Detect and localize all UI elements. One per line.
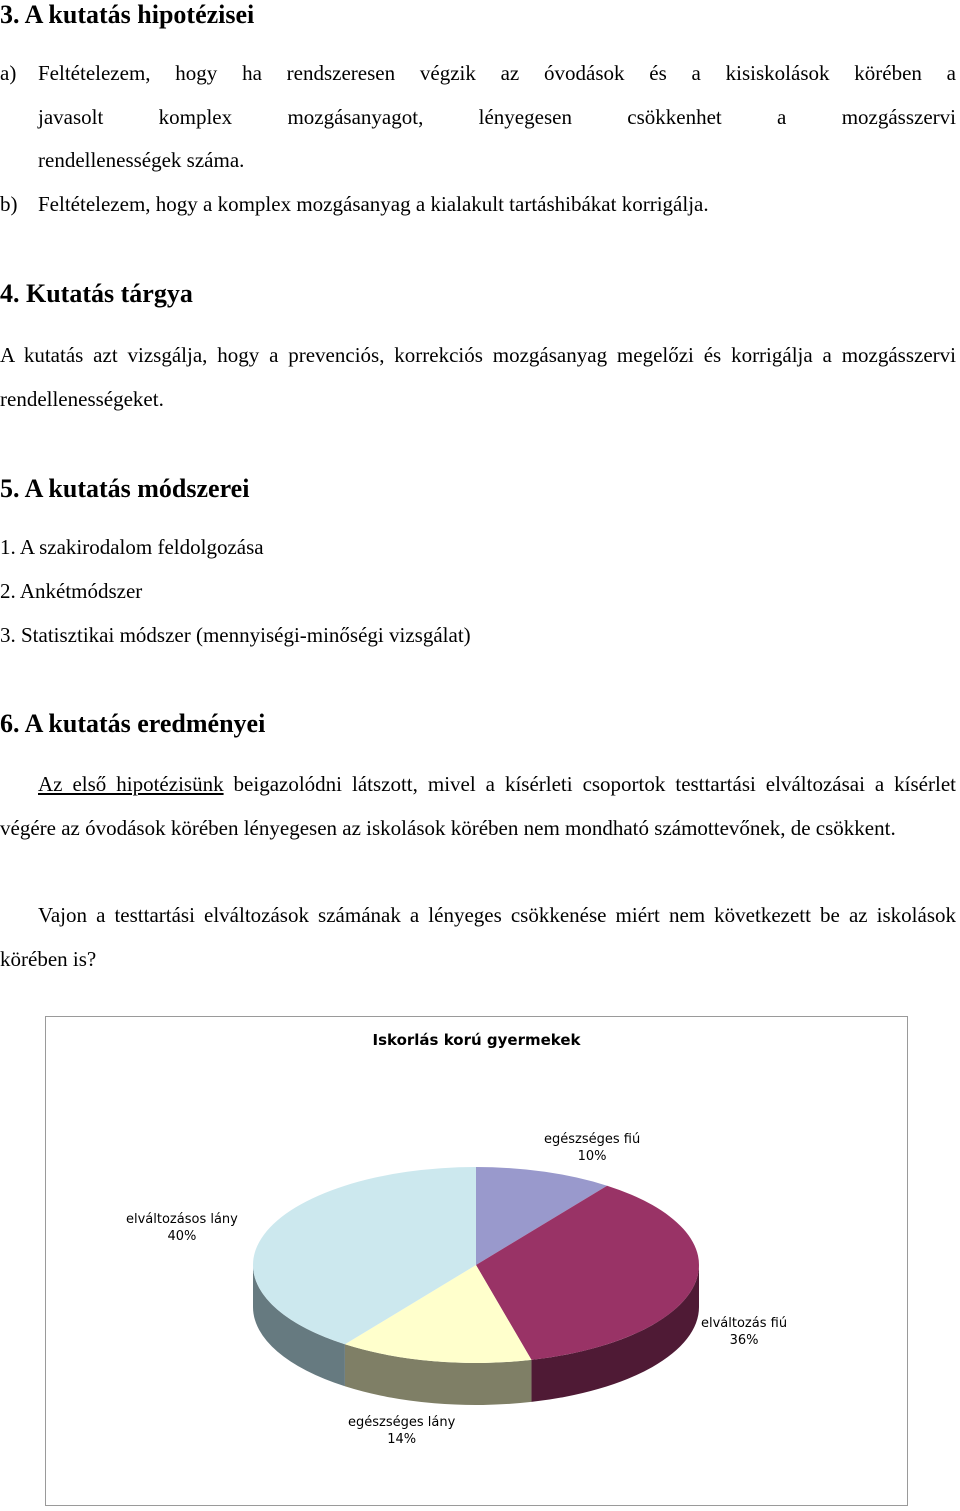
first-hypothesis-link-text: Az első hipotézisünk	[38, 772, 224, 796]
slice-label-value: 10%	[577, 1149, 607, 1164]
hypothesis-b-text: Feltételezem, hogy a komplex mozgásanyag a kialakult tartáshibákat korrigálja.	[38, 192, 709, 216]
slice-label-name: elváltozásos lány	[126, 1212, 238, 1227]
method-item: 3. Statisztikai módszer (mennyiségi-minőségi vizsgálat)	[0, 623, 471, 647]
slice-label-name: elváltozás fiú	[701, 1316, 788, 1331]
slice-label-healthy-girl	[348, 1414, 455, 1448]
method-item: 1. A szakirodalom feldolgozása	[0, 535, 264, 559]
hypothesis-a-label: a)	[0, 61, 17, 85]
section-4-heading: 4. Kutatás tárgya	[0, 279, 193, 308]
slice-label-name: egészséges fiú	[544, 1132, 641, 1147]
hypothesis-a-line-3: rendellenességek száma.	[38, 148, 245, 172]
method-item: 2. Ankétmódszer	[0, 579, 143, 603]
hypothesis-b-label: b)	[0, 192, 18, 216]
section-3-heading: 3. A kutatás hipotézisei	[0, 0, 255, 29]
slice-label-value: 36%	[729, 1333, 759, 1348]
slice-label-changed-girl	[126, 1211, 238, 1245]
section-4-text: A kutatás azt vizsgálja, hogy a prevenciós, korrekciós mozgásanyag megelőzi és korrigálja a mozgásszervi rendellenességeket.	[0, 343, 956, 411]
chart-title: Iskorlás korú gyermekek	[372, 1031, 581, 1049]
slice-label-changed-boy	[701, 1315, 787, 1349]
slice-label-value: 14%	[387, 1432, 417, 1447]
section-6-heading: 6. A kutatás eredményei	[0, 709, 266, 738]
section-5-heading: 5. A kutatás módszerei	[0, 474, 250, 503]
pie-chart	[45, 1016, 908, 1506]
slice-label-healthy-boy	[544, 1131, 640, 1165]
results-paragraph-2: Vajon a testtartási elváltozások számának a lényeges csökkenése miért nem következett be az iskolások körében is?	[0, 903, 956, 971]
slice-label-value: 40%	[167, 1229, 197, 1244]
pie-chart-svg	[46, 1017, 907, 1505]
hypothesis-a-line-2: javasolt komplex mozgásanyagot, lényegesen csökkenhet a mozgásszervi	[38, 105, 956, 129]
results-paragraph-1	[0, 762, 956, 850]
slice-label-name: egészséges lány	[348, 1415, 456, 1430]
hypothesis-a-line-1: Feltételezem, hogy ha rendszeresen végzik az óvodások és a kisiskolások körében a	[38, 61, 956, 85]
results-paragraph-1-rest: beigazolódni látszott, mivel a kísérleti csoportok testtartási elváltozásai a kísérlet végére az óvodások körében lényegesen az iskolások körében nem mondható számottevőnek, de csökkent.	[0, 772, 956, 840]
